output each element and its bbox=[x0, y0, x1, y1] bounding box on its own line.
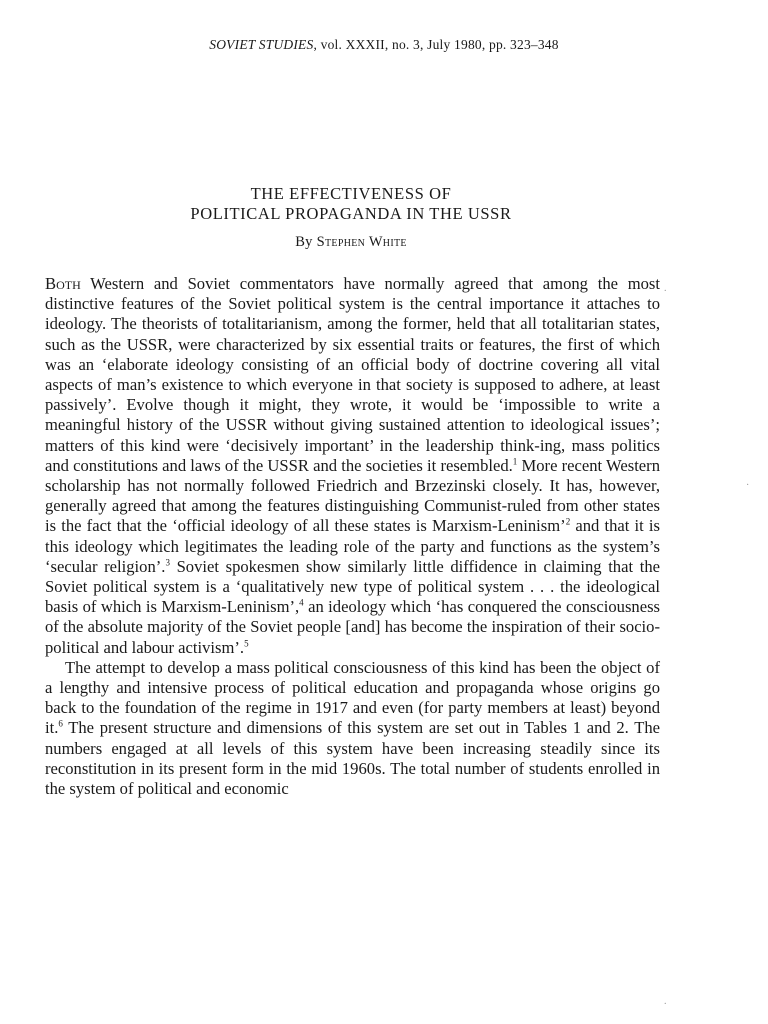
footnote-ref-3[interactable]: 3 bbox=[165, 557, 170, 568]
paragraph-1 bbox=[45, 274, 660, 658]
footnote-ref-2[interactable]: 2 bbox=[565, 516, 571, 527]
journal-name: SOVIET STUDIES bbox=[209, 37, 314, 52]
article-title-line-1: THE EFFECTIVENESS OF bbox=[250, 184, 452, 203]
footnote-ref-5[interactable]: 5 bbox=[244, 638, 249, 649]
byline bbox=[0, 234, 702, 251]
paragraph-1-sentence: Western and Soviet commentators have normally agreed that among the most distinctive features of the Soviet political system is the central importance it attaches to ideology. The theorists of totalitarianism, among the former, held that all totalitarian states, such as the USSR, were characterized by six essential traits or features, the first of which was an ‘elaborate ideology consisting of an official body of doctrine covering all vital aspects of man’s existence to which everyone in that society is supposed to adhere, at least passively’. Evolve though it might, they wrote, it would be ‘impossible to write a meaningful history of the USSR without giving sustained attention to ideological issues’; matters of this kind were ‘decisively important’ in the leadership think-ing, mass politics and constitutions and laws of the USSR and the societies it resembled. bbox=[45, 274, 660, 475]
article-body bbox=[45, 274, 660, 799]
paragraph-1-sentence: and that it is this ideology which legitimates the leading role of the party and functions as the system’s ‘secular religion’. bbox=[45, 516, 660, 576]
paragraph-2 bbox=[45, 658, 660, 799]
paragraph-2-sentence: The attempt to develop a mass political consciousness of this kind has been the object of a lengthy and intensive process of political education and propaganda whose origins go back to the foundation of the regime in 1917 and even (for party members at least) beyond it. bbox=[45, 657, 660, 738]
article-title-line-2: POLITICAL PROPAGANDA IN THE USSR bbox=[190, 204, 512, 223]
paragraph-1-sentence: an ideology which ‘has conquered the consciousness of the absolute majority of the Soviet people [and] has become the inspiration of their socio-political and labour activism’. bbox=[45, 597, 660, 657]
running-head bbox=[0, 37, 768, 53]
footnote-ref-4[interactable]: 4 bbox=[299, 597, 304, 608]
article-title-block bbox=[0, 184, 702, 251]
scan-speck: . bbox=[664, 283, 667, 294]
author-name: Stephen White bbox=[316, 234, 407, 250]
citation: , vol. XXXII, no. 3, July 1980, pp. 323–348 bbox=[313, 37, 559, 52]
byline-prefix: By bbox=[295, 234, 317, 250]
paragraph-lead-word: Both bbox=[45, 274, 81, 293]
paragraph-1-sentence: More recent Western scholarship has not normally followed Friedrich and Brzezinski closely. It has, however, generally agreed that among the features distinguishing Communist-ruled from other states is the fact that the ‘official ideology of all these states is Marxism-Leninism’ bbox=[45, 455, 660, 536]
scan-speck: · bbox=[746, 480, 750, 491]
paragraph-2-sentence: The present structure and dimensions of this system are set out in Tables 1 and 2. The numbers engaged at all levels of this system have been increasing steadily since its reconstitution in its present form in the mid 1960s. The total number of students enrolled in the system of political and economic bbox=[45, 718, 660, 799]
footnote-ref-1[interactable]: 1 bbox=[512, 456, 518, 467]
scan-speck: . bbox=[664, 996, 667, 1007]
footnote-ref-6[interactable]: 6 bbox=[58, 718, 63, 729]
paragraph-1-sentence: Soviet spokesmen show similarly little diffidence in claiming that the Soviet political system is a ‘qualitatively new type of political system . . . the ideological basis of which is Marxism-Leninism’, bbox=[45, 556, 660, 617]
